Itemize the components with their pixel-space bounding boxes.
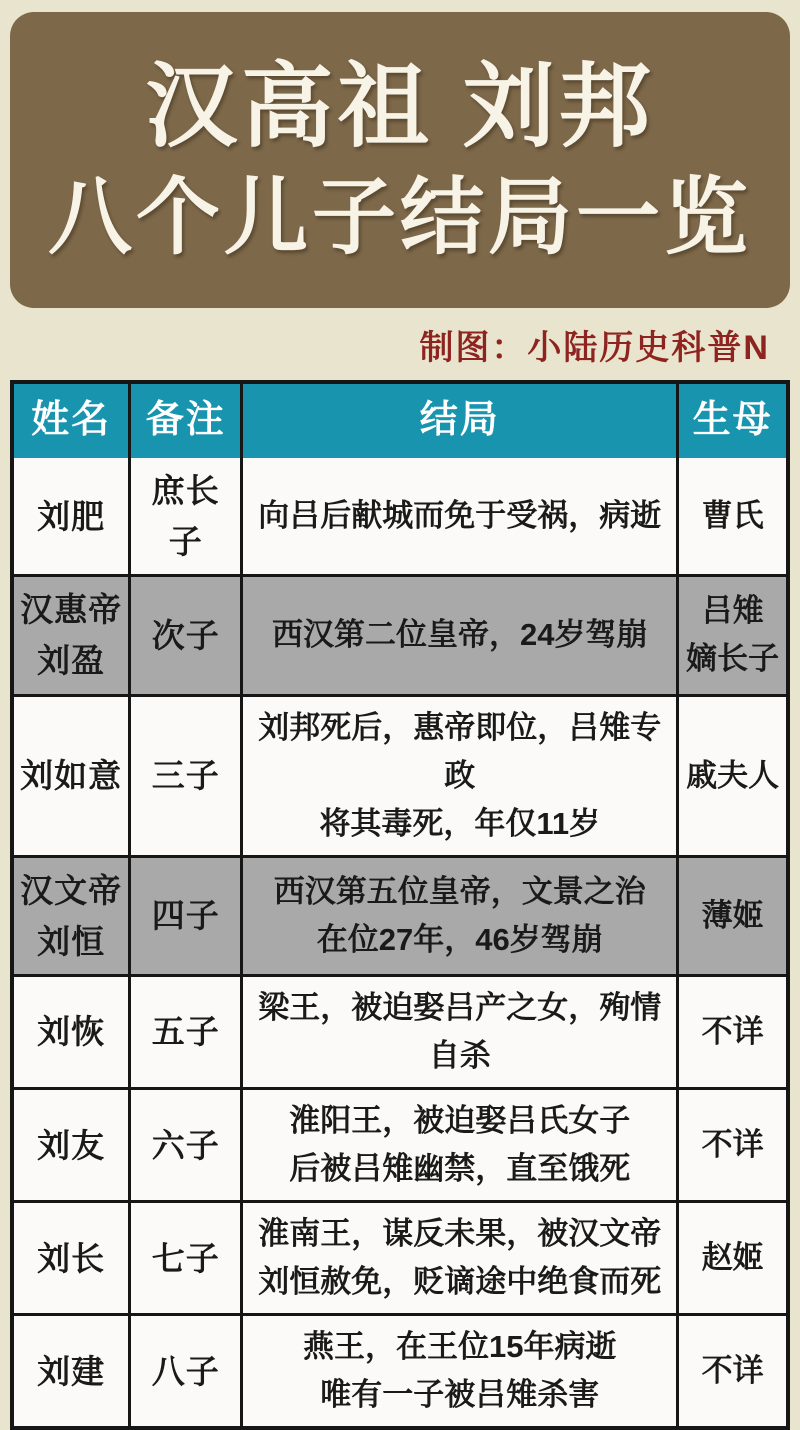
cell-name <box>14 697 128 855</box>
cell-name-line: 刘恢 <box>37 1013 106 1051</box>
cell-outcome-line: 西汉第五位皇帝，文景之治 <box>273 873 646 909</box>
cell-mother-line: 曹氏 <box>701 498 764 534</box>
cell-mother <box>676 1316 786 1426</box>
cell-mother <box>676 1090 786 1200</box>
cell-outcome <box>240 1316 676 1426</box>
cell-mother-line: 戚夫人 <box>686 757 780 793</box>
cell-note <box>128 858 240 974</box>
cell-name-line: 汉惠帝 <box>20 591 123 629</box>
column-header-outcome: 结局 <box>240 384 676 458</box>
table-row <box>14 574 786 693</box>
cell-outcome <box>240 858 676 974</box>
cell-note-line: 七子 <box>151 1239 220 1277</box>
cell-mother <box>676 697 786 855</box>
cell-name-line: 刘友 <box>37 1126 106 1164</box>
table-row <box>14 974 786 1087</box>
cell-name <box>14 858 128 974</box>
title-line-1: 汉高祖 刘邦 <box>145 55 655 158</box>
cell-mother-line: 不详 <box>701 1014 764 1049</box>
cell-outcome-line: 梁王，被迫娶吕产之女，殉情自杀 <box>258 989 662 1074</box>
table-row <box>14 458 786 574</box>
cell-outcome-line: 在位27年，46岁驾崩 <box>316 921 603 957</box>
cell-mother <box>676 1203 786 1313</box>
cell-mother-line: 赵姬 <box>701 1240 764 1276</box>
cell-name-line: 刘如意 <box>20 757 123 795</box>
cell-name <box>14 1203 128 1313</box>
fates-table-body <box>14 458 786 1426</box>
cell-note <box>128 1316 240 1426</box>
cell-name <box>14 1090 128 1200</box>
cell-note-line: 八子 <box>151 1352 220 1390</box>
cell-note-line: 三子 <box>151 757 220 795</box>
title-line-2: 八个儿子结局一览 <box>47 170 752 265</box>
cell-outcome-line: 刘邦死后，惠帝即位，吕雉专政 <box>258 709 662 793</box>
cell-mother-line: 吕雉 <box>701 593 764 629</box>
cell-mother <box>676 858 786 974</box>
fates-table <box>10 380 790 1430</box>
table-row <box>14 855 786 974</box>
cell-name-line: 汉文帝 <box>20 871 123 909</box>
cell-note-line: 六子 <box>151 1126 220 1164</box>
cell-outcome <box>240 1090 676 1200</box>
cell-outcome-line: 淮阳王，被迫娶吕氏女子 <box>289 1103 631 1139</box>
cell-outcome-line: 向吕后献城而免于受祸，病逝 <box>258 498 662 534</box>
cell-outcome-line: 将其毒死，年仅11岁 <box>319 805 601 841</box>
cell-mother <box>676 577 786 693</box>
cell-name <box>14 977 128 1087</box>
column-header-note: 备注 <box>128 384 240 458</box>
credit-text: 制图：小陆历史科普N <box>419 329 770 367</box>
cell-outcome-line: 燕王，在王位15年病逝 <box>303 1329 617 1365</box>
cell-note <box>128 697 240 855</box>
cell-name <box>14 458 128 574</box>
cell-mother-line: 薄姬 <box>701 897 764 933</box>
cell-note <box>128 977 240 1087</box>
table-header-row <box>14 384 786 458</box>
cell-mother <box>676 977 786 1087</box>
cell-outcome-line: 淮南王，谋反未果，被汉文帝 <box>258 1216 662 1252</box>
cell-outcome <box>240 977 676 1087</box>
cell-note-line: 五子 <box>151 1013 220 1051</box>
cell-note <box>128 1090 240 1200</box>
table-row <box>14 694 786 855</box>
cell-mother <box>676 458 786 574</box>
column-header-name: 姓名 <box>31 399 112 442</box>
cell-note <box>128 1203 240 1313</box>
cell-outcome <box>240 577 676 693</box>
cell-name <box>14 577 128 693</box>
cell-outcome <box>240 458 676 574</box>
cell-outcome <box>240 1203 676 1313</box>
table-row <box>14 1200 786 1313</box>
cell-outcome-line: 西汉第二位皇帝，24岁驾崩 <box>272 617 648 653</box>
title-banner <box>10 12 790 308</box>
cell-mother-line: 不详 <box>701 1127 764 1163</box>
cell-mother-line: 不详 <box>701 1353 764 1389</box>
cell-mother-line: 嫡长子 <box>686 641 780 677</box>
column-header-mother: 生母 <box>676 384 786 458</box>
cell-name <box>14 1316 128 1426</box>
cell-note <box>128 577 240 693</box>
cell-outcome-line: 刘恒赦免，贬谪途中绝食而死 <box>258 1264 662 1300</box>
cell-note-line: 庶长子 <box>151 472 220 561</box>
cell-note-line: 次子 <box>151 616 220 654</box>
table-row <box>14 1313 786 1426</box>
cell-note-line: 四子 <box>151 897 220 935</box>
cell-name-line: 刘长 <box>37 1239 106 1277</box>
cell-outcome-line: 唯有一子被吕雉杀害 <box>320 1377 600 1413</box>
cell-name-line: 刘恒 <box>37 922 106 960</box>
cell-outcome <box>240 697 676 855</box>
cell-name-line: 刘肥 <box>37 497 106 535</box>
cell-note <box>128 458 240 574</box>
table-row <box>14 1087 786 1200</box>
cell-name-line: 刘建 <box>37 1352 106 1390</box>
cell-outcome-line: 后被吕雉幽禁，直至饿死 <box>289 1151 631 1187</box>
cell-name-line: 刘盈 <box>37 642 106 680</box>
